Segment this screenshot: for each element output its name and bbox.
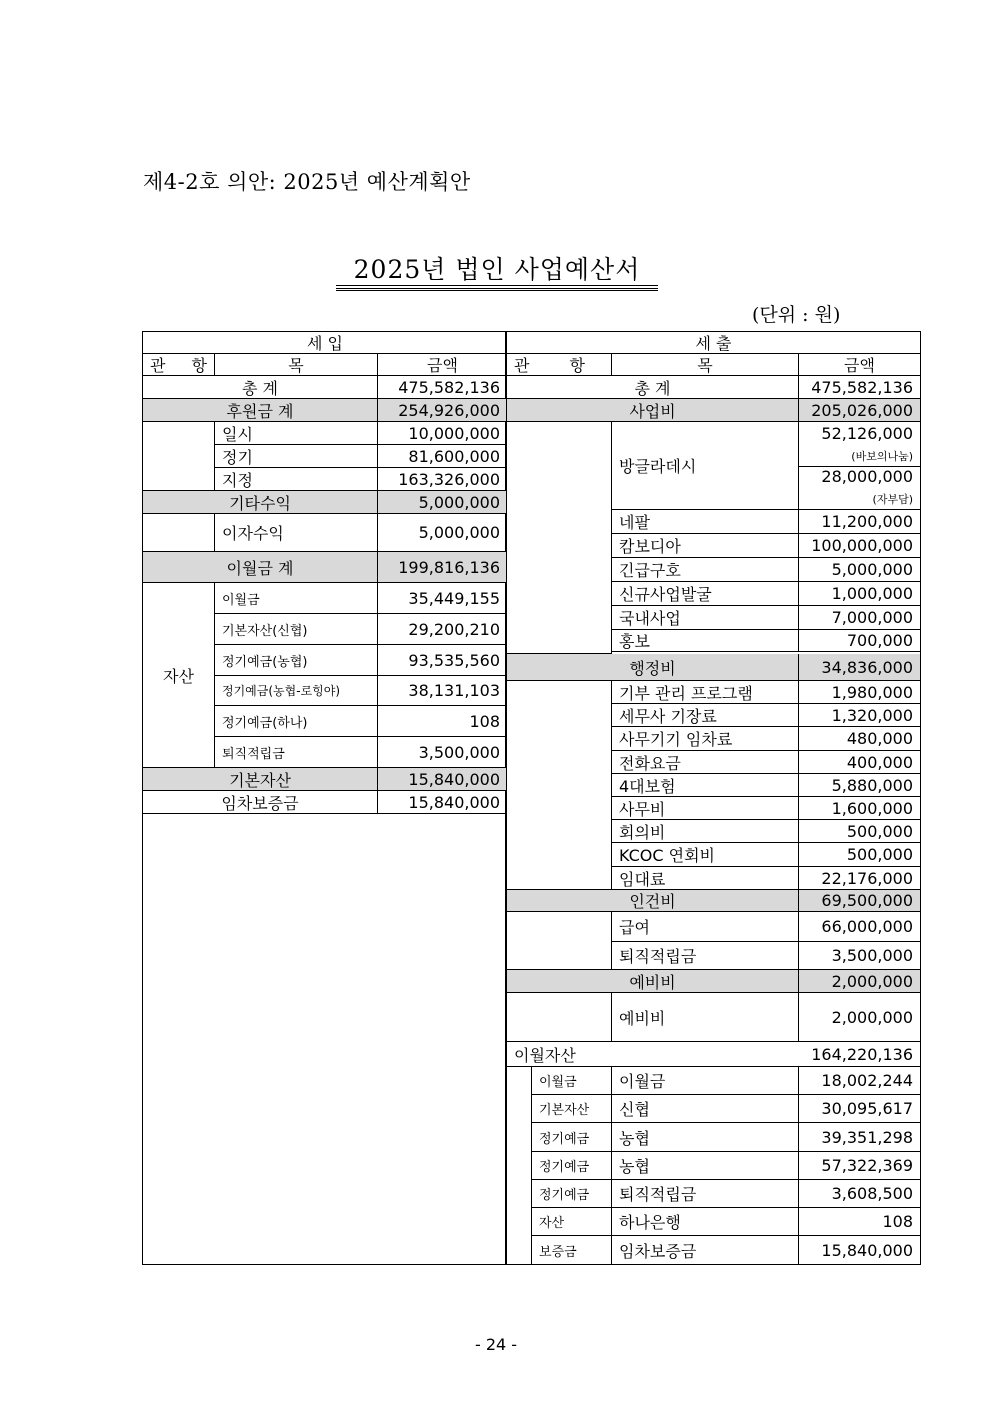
carryover-item-name: 정기예금(하나) bbox=[215, 706, 378, 737]
personnel-item-name: 퇴직적립금 bbox=[612, 942, 799, 970]
other-income-amount: 5,000,000 bbox=[378, 491, 507, 514]
business-label: 사업비 bbox=[507, 399, 799, 422]
donation-amount: 254,926,000 bbox=[378, 399, 507, 422]
carryover-item-amount: 108 bbox=[378, 706, 507, 737]
admin-item-name: 사무기기 임차료 bbox=[612, 727, 799, 751]
admin-label: 행정비 bbox=[507, 654, 799, 681]
business-item-amount: 700,000 bbox=[799, 630, 920, 652]
business-item-name: 긴급구호 bbox=[612, 558, 799, 582]
business-item-amount: 5,000,000 bbox=[799, 558, 920, 582]
personnel-item-amount: 3,500,000 bbox=[799, 942, 920, 970]
carry-asset-item-mok: 하나은행 bbox=[612, 1208, 799, 1236]
business-item-name: 네팔 bbox=[612, 510, 799, 534]
business-item-name: 홍보 bbox=[612, 630, 799, 652]
expense-total-label: 총 계 bbox=[507, 376, 799, 399]
income-col-mok: 목 bbox=[215, 354, 378, 376]
expense-col-hang: 항 bbox=[569, 356, 585, 375]
personnel-item-amount: 66,000,000 bbox=[799, 912, 920, 942]
carry-asset-item-amount: 18,002,244 bbox=[799, 1067, 920, 1095]
income-empty-area bbox=[143, 814, 507, 1264]
business-item-name: 캄보디아 bbox=[612, 534, 799, 558]
carry-asset-item-amount: 57,322,369 bbox=[799, 1152, 920, 1180]
carry-asset-item-mok: 퇴직적립금 bbox=[612, 1180, 799, 1208]
carry-asset-item-hang: 기본자산 bbox=[532, 1095, 612, 1123]
carry-asset-item-hang: 정기예금 bbox=[532, 1123, 612, 1152]
carry-asset-item-mok: 농협 bbox=[612, 1123, 799, 1152]
title-underline-second bbox=[336, 290, 658, 291]
income-table bbox=[142, 331, 506, 1265]
carryover-item-amount: 35,449,155 bbox=[378, 583, 507, 614]
carryover-item-name: 기본자산(신협) bbox=[215, 614, 378, 645]
carry-asset-item-mok: 이월금 bbox=[612, 1067, 799, 1095]
admin-gwan-blank bbox=[507, 681, 612, 890]
income-col-gwan-hang bbox=[143, 354, 215, 376]
business-item-name: 신규사업발굴 bbox=[612, 582, 799, 606]
donation-gwan-blank bbox=[143, 422, 215, 491]
admin-item-amount: 1,600,000 bbox=[799, 797, 920, 820]
admin-item-name: 4대보험 bbox=[612, 774, 799, 797]
agenda-title: 제4-2호 의안: 2025년 예산계획안 bbox=[143, 170, 471, 194]
carryover-group-label: 자산 bbox=[143, 583, 215, 768]
carry-asset-item-hang: 이월금 bbox=[532, 1067, 612, 1095]
business-amount: 205,026,000 bbox=[799, 399, 920, 422]
bangla-note2: (자부담) bbox=[872, 493, 913, 506]
carryover-item-amount: 38,131,103 bbox=[378, 676, 507, 706]
personnel-item-name: 급여 bbox=[612, 912, 799, 942]
carry-asset-item-hang: 자산 bbox=[532, 1208, 612, 1236]
personnel-amount: 69,500,000 bbox=[799, 890, 920, 912]
deposit-label: 임차보증금 bbox=[143, 791, 378, 814]
admin-item-amount: 22,176,000 bbox=[799, 867, 920, 890]
bangla-name: 방글라데시 bbox=[612, 422, 799, 510]
admin-item-name: 회의비 bbox=[612, 820, 799, 843]
business-item-amount: 100,000,000 bbox=[799, 534, 920, 558]
unit-label: (단위 : 원) bbox=[752, 304, 841, 326]
business-item-amount: 7,000,000 bbox=[799, 606, 920, 630]
carry-asset-item-hang: 보증금 bbox=[532, 1236, 612, 1264]
carryover-item-amount: 93,535,560 bbox=[378, 645, 507, 676]
income-col-hang: 항 bbox=[191, 356, 207, 375]
expense-col-gwan-hang bbox=[507, 354, 612, 376]
reserve-gwan-blank bbox=[507, 993, 612, 1042]
carry-asset-amount: 164,220,136 bbox=[799, 1042, 920, 1067]
admin-item-amount: 1,980,000 bbox=[799, 681, 920, 704]
expense-table-main bbox=[506, 331, 921, 1265]
admin-item-name: 기부 관리 프로그램 bbox=[612, 681, 799, 704]
admin-item-amount: 500,000 bbox=[799, 843, 920, 867]
expense-col-mok: 목 bbox=[612, 354, 799, 376]
donation-item-name: 지정 bbox=[215, 468, 378, 491]
carryover-item-name: 이월금 bbox=[215, 583, 378, 614]
admin-amount: 34,836,000 bbox=[799, 654, 920, 681]
carry-asset-item-mok: 신협 bbox=[612, 1095, 799, 1123]
admin-item-name: 세무사 기장료 bbox=[612, 704, 799, 727]
carryover-amount: 199,816,136 bbox=[378, 552, 507, 583]
carry-asset-item-hang: 정기예금 bbox=[532, 1152, 612, 1180]
carryover-item-name: 퇴직적립금 bbox=[215, 737, 378, 768]
other-income-item-amount: 5,000,000 bbox=[378, 514, 507, 552]
donation-item-amount: 163,326,000 bbox=[378, 468, 507, 491]
basic-asset-label: 기본자산 bbox=[143, 768, 378, 791]
donation-item-amount: 81,600,000 bbox=[378, 445, 507, 468]
admin-item-amount: 5,880,000 bbox=[799, 774, 920, 797]
other-income-gwan-blank bbox=[143, 514, 215, 552]
page-number: - 24 - bbox=[474, 1335, 518, 1354]
expense-col-gwan: 관 bbox=[514, 356, 530, 375]
expense-col-amount: 금액 bbox=[799, 354, 920, 376]
income-col-gwan: 관 bbox=[150, 356, 166, 375]
income-total-label: 총 계 bbox=[143, 376, 378, 399]
admin-item-name: 임대료 bbox=[612, 867, 799, 890]
carryover-item-amount: 29,200,210 bbox=[378, 614, 507, 645]
admin-item-amount: 480,000 bbox=[799, 727, 920, 751]
basic-asset-amount: 15,840,000 bbox=[378, 768, 507, 791]
bangla-amount1: 52,126,000 bbox=[821, 424, 913, 443]
carry-asset-item-mok: 농협 bbox=[612, 1152, 799, 1180]
donation-item-amount: 10,000,000 bbox=[378, 422, 507, 445]
expense-total-amount: 475,582,136 bbox=[799, 376, 920, 399]
business-gwan-blank bbox=[507, 422, 612, 654]
bangla-amount2-cell bbox=[799, 466, 920, 510]
deposit-amount: 15,840,000 bbox=[378, 791, 507, 814]
admin-item-amount: 1,320,000 bbox=[799, 704, 920, 727]
carry-asset-label: 이월자산 bbox=[507, 1042, 799, 1067]
title-underline bbox=[336, 285, 658, 289]
reserve-item-name: 예비비 bbox=[612, 993, 799, 1042]
income-col-amount: 금액 bbox=[378, 354, 507, 376]
admin-item-name: 전화요금 bbox=[612, 751, 799, 774]
carry-asset-item-amount: 39,351,298 bbox=[799, 1123, 920, 1152]
personnel-label: 인건비 bbox=[507, 890, 799, 912]
other-income-label: 기타수익 bbox=[143, 491, 378, 514]
admin-item-amount: 500,000 bbox=[799, 820, 920, 843]
document-title: 2025년 법인 사업예산서 bbox=[353, 255, 641, 284]
personnel-gwan-blank bbox=[507, 912, 612, 970]
carry-asset-item-amount: 30,095,617 bbox=[799, 1095, 920, 1123]
carryover-label: 이월금 계 bbox=[143, 552, 378, 583]
carry-asset-item-amount: 108 bbox=[799, 1208, 920, 1236]
bangla-note1: (바보의나눔) bbox=[851, 450, 913, 463]
carry-asset-item-amount: 15,840,000 bbox=[821, 1240, 913, 1260]
carryover-item-name: 정기예금(농협-로힝야) bbox=[215, 676, 378, 706]
other-income-item-name: 이자수익 bbox=[215, 514, 378, 552]
business-item-amount: 1,000,000 bbox=[799, 582, 920, 606]
income-total-amount: 475,582,136 bbox=[378, 376, 507, 399]
carry-asset-item-amount: 3,608,500 bbox=[799, 1180, 920, 1208]
carry-asset-item-mok: 임차보증금 bbox=[612, 1236, 799, 1264]
business-item-name: 국내사업 bbox=[612, 606, 799, 630]
carryover-item-name: 정기예금(농협) bbox=[215, 645, 378, 676]
expense-header: 세 출 bbox=[507, 332, 920, 354]
donation-item-name: 일시 bbox=[215, 422, 378, 445]
bangla-amount2: 28,000,000 bbox=[821, 467, 913, 486]
income-header: 세 입 bbox=[143, 332, 507, 354]
carry-asset-item-hang: 정기예금 bbox=[532, 1180, 612, 1208]
bangla-amount1-cell bbox=[799, 422, 920, 466]
admin-item-name: 사무비 bbox=[612, 797, 799, 820]
donation-label: 후원금 계 bbox=[143, 399, 378, 422]
admin-item-amount: 400,000 bbox=[799, 751, 920, 774]
reserve-amount: 2,000,000 bbox=[799, 970, 920, 993]
admin-item-name: KCOC 연회비 bbox=[612, 843, 799, 867]
donation-item-name: 정기 bbox=[215, 445, 378, 468]
carry-asset-gwan-blank bbox=[507, 1067, 532, 1264]
business-item-amount: 11,200,000 bbox=[799, 510, 920, 534]
reserve-item-amount: 2,000,000 bbox=[799, 993, 920, 1042]
carryover-item-amount: 3,500,000 bbox=[378, 737, 507, 768]
reserve-label: 예비비 bbox=[507, 970, 799, 993]
